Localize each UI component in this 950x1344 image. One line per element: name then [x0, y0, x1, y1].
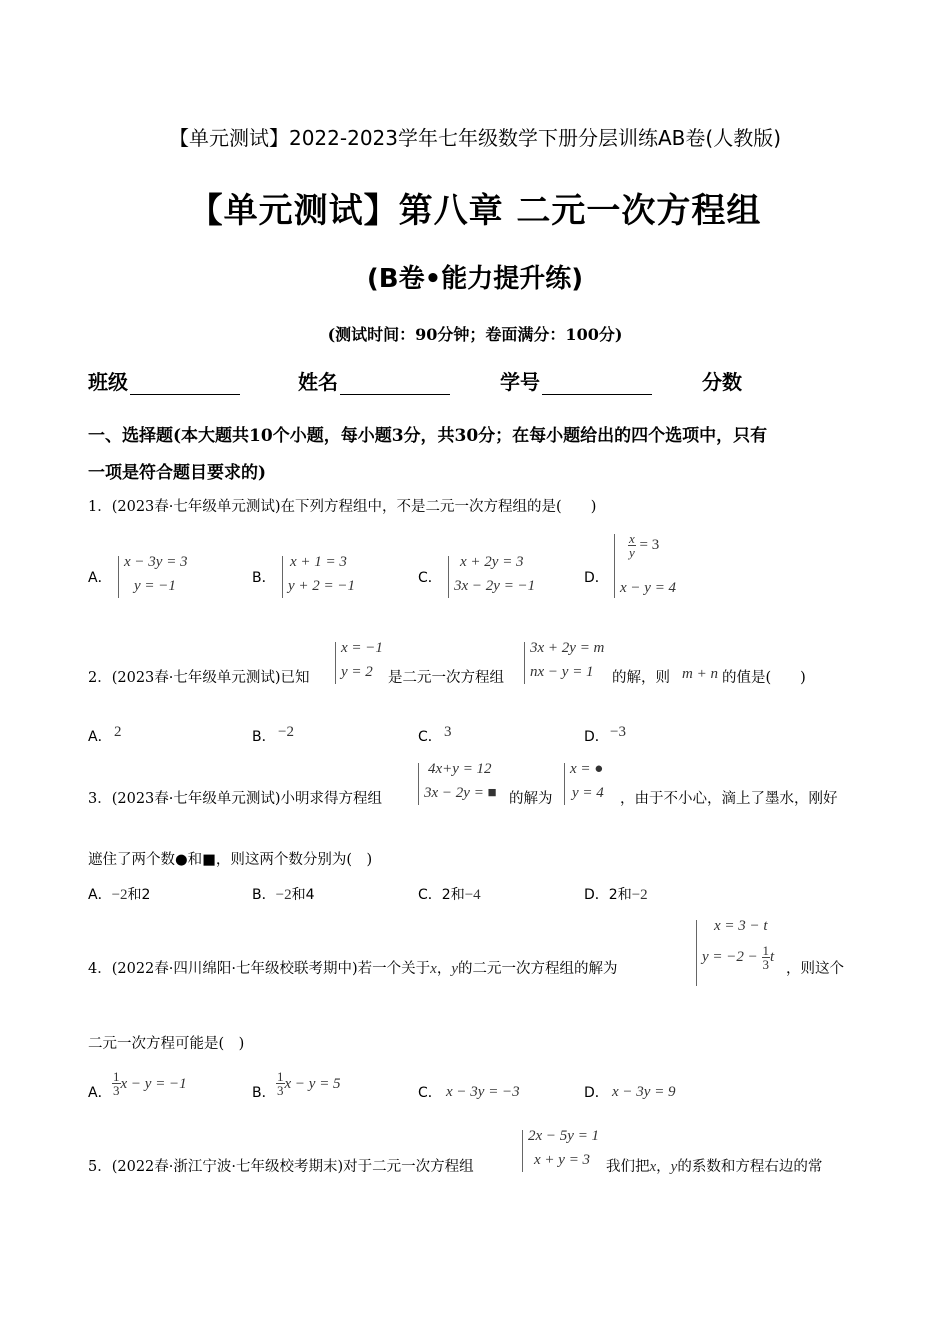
q3-option-c-text: 2和 [441, 887, 465, 903]
q1-d-numerator: x [629, 531, 635, 546]
q3-sys-eq2: 3x − 2y = ■ [424, 785, 497, 801]
q2-option-a: 2 [114, 724, 122, 740]
q3-option-d-text: 2和 [608, 887, 632, 903]
q2-sol-y: y = 2 [341, 664, 373, 680]
q5-stem-part2 [606, 1155, 822, 1176]
q2-option-d-label: D． [584, 729, 609, 745]
q4-a-den: 3 [113, 1083, 120, 1098]
q3-option-c [418, 884, 481, 904]
page-subtitle: (B卷•能力提升练) [366, 264, 584, 294]
class-label: 班级 [88, 370, 128, 394]
q1-a-eq2: y = −1 [134, 578, 176, 594]
q4-sol-y-left: y = −2 − [702, 948, 758, 965]
q4-b-num: 1 [277, 1069, 284, 1084]
q4-option-a-label: A． [88, 1085, 112, 1101]
q3-option-b-label: B． [252, 887, 276, 903]
q4-a-rest: x − y = −1 [120, 1076, 187, 1092]
q3-stem-part2: 的解为 [509, 791, 553, 807]
q2-option-b: −2 [278, 724, 294, 740]
q3-option-b-text: 和4 [291, 887, 315, 903]
q2-stem-part1: 2．(2023春·七年级单元测试)已知 [88, 670, 310, 686]
q1-d-denominator: y [629, 545, 635, 560]
q3-option-c-label: C． [418, 887, 442, 903]
class-field [88, 366, 240, 395]
q4-option-c: x − 3y = −3 [446, 1084, 520, 1100]
q4-sol-x: x = 3 − t [714, 918, 768, 934]
q3-option-a-label: A． [88, 887, 112, 903]
q3-option-d [584, 884, 648, 904]
id-field [500, 366, 652, 395]
q1-b-eq1: x + 1 = 3 [290, 554, 347, 570]
q5-stem-part1: 5．(2022春·浙江宁波·七年级校考期末)对于二元一次方程组 [88, 1159, 474, 1175]
q3-sys-eq1: 4x+y = 12 [428, 761, 492, 777]
q1-d-eq1-rhs: = 3 [639, 536, 660, 553]
q4-option-b-label: B． [252, 1085, 276, 1101]
q4-option-c-label: C． [418, 1085, 442, 1101]
q4-sol-y-t: t [770, 948, 775, 965]
score-field [702, 366, 742, 395]
q4-stem [88, 957, 618, 978]
q5-var-y: y [670, 1159, 678, 1175]
q4-stem-part1: 4．(2022春·四川绵阳·七年级校联考期中)若一个关于 [88, 961, 431, 977]
q1-d-eq1 [628, 532, 659, 559]
q4-comma: ， [436, 961, 452, 977]
q5-sys-eq2: x + y = 3 [534, 1152, 591, 1168]
q3-option-b-value: −2 [275, 887, 292, 903]
section-heading-line1: 一、选择题(本大题共10个小题，每小题3分，共30分；在每小题给出的四个选项中，只有 [88, 426, 768, 446]
q4-sol-y-den: 3 [762, 957, 770, 972]
q4-option-a [112, 1070, 187, 1097]
id-blank [542, 374, 652, 395]
name-blank [340, 374, 450, 395]
q1-c-eq1: x + 2y = 3 [460, 554, 524, 570]
series-title: 【单元测试】2022-2023学年七年级数学下册分层训练AB卷(人教版) [168, 126, 782, 150]
q3-option-a-text: 和2 [127, 887, 151, 903]
score-label: 分数 [702, 370, 742, 394]
q3-sol-y: y = 4 [572, 785, 604, 801]
q4-b-rest: x − y = 5 [284, 1076, 341, 1092]
q2-option-c: 3 [444, 724, 452, 740]
q5-var-x: x [649, 1159, 657, 1175]
q1-option-d-label: D． [584, 570, 609, 586]
q1-b-eq2: y + 2 = −1 [288, 578, 356, 594]
name-label: 姓名 [298, 370, 338, 394]
test-time-info: (测试时间：90分钟；卷面满分：100分) [327, 325, 623, 344]
class-blank [130, 374, 240, 395]
q2-sol-x: x = −1 [341, 640, 383, 656]
q4-stem-part3: ，则这个 [786, 961, 844, 977]
q4-b-den: 3 [277, 1083, 284, 1098]
q2-option-a-label: A． [88, 729, 112, 745]
q4-sol-y [702, 944, 774, 971]
q3-option-a [88, 884, 150, 904]
q2-expression: m + n [682, 666, 718, 682]
q2-stem-part2: 是二元一次方程组 [388, 670, 504, 686]
q2-option-b-label: B． [252, 729, 276, 745]
q2-option-c-label: C． [418, 729, 442, 745]
q3-sol-x: x = ● [570, 761, 604, 777]
q5-sys-eq1: 2x − 5y = 1 [528, 1128, 600, 1144]
q4-stem-part2: 的二元一次方程组的解为 [458, 961, 618, 977]
page-title: 【单元测试】第八章 二元一次方程组 [188, 191, 762, 231]
q4-option-b [276, 1070, 341, 1097]
q1-option-c-label: C． [418, 570, 442, 586]
q3-option-b [252, 884, 315, 904]
q4-option-d: x − 3y = 9 [612, 1084, 676, 1100]
q3-option-a-value: −2 [111, 887, 128, 903]
q4-stem-line2: 二元一次方程可能是( ) [88, 1036, 245, 1052]
q1-a-eq1: x − 3y = 3 [124, 554, 188, 570]
q3-stem-line2: 遮住了两个数●和■，则这两个数分别为( ) [88, 852, 373, 868]
name-field [298, 366, 450, 395]
q3-option-d-value: −2 [631, 887, 648, 903]
q4-sol-y-num: 1 [762, 943, 770, 958]
q4-a-num: 1 [113, 1069, 120, 1084]
q3-option-c-value: −4 [464, 887, 481, 903]
q2-option-d: −3 [610, 724, 626, 740]
q3-option-d-label: D． [584, 887, 609, 903]
q2-stem-part4: 的值是( ) [722, 670, 806, 686]
q5-stem-wo-men-ba: 我们把 [606, 1159, 650, 1175]
q2-stem-part3: 的解，则 [612, 670, 670, 686]
section-heading-line2: 一项是符合题目要求的) [88, 463, 267, 483]
q5-stem-part3: 的系数和方程右边的常 [677, 1159, 823, 1175]
q4-option-d-label: D． [584, 1085, 609, 1101]
q3-stem-part3: ，由于不小心，滴上了墨水，刚好 [620, 791, 838, 807]
q1-stem: 1．(2023春·七年级单元测试)在下列方程组中，不是二元一次方程组的是( ) [88, 499, 597, 515]
q1-option-b-label: B． [252, 570, 276, 586]
q5-comma: ， [656, 1159, 671, 1175]
q4-var-x: x [430, 961, 437, 977]
q2-sys-eq1: 3x + 2y = m [530, 640, 605, 656]
q4-var-y: y [451, 961, 459, 977]
q3-stem-part1: 3．(2023春·七年级单元测试)小明求得方程组 [88, 791, 383, 807]
id-label: 学号 [500, 370, 540, 394]
q1-d-eq2: x − y = 4 [620, 580, 677, 596]
q1-option-a-label: A． [88, 570, 112, 586]
q1-c-eq2: 3x − 2y = −1 [454, 578, 536, 594]
q2-sys-eq2: nx − y = 1 [530, 664, 594, 680]
